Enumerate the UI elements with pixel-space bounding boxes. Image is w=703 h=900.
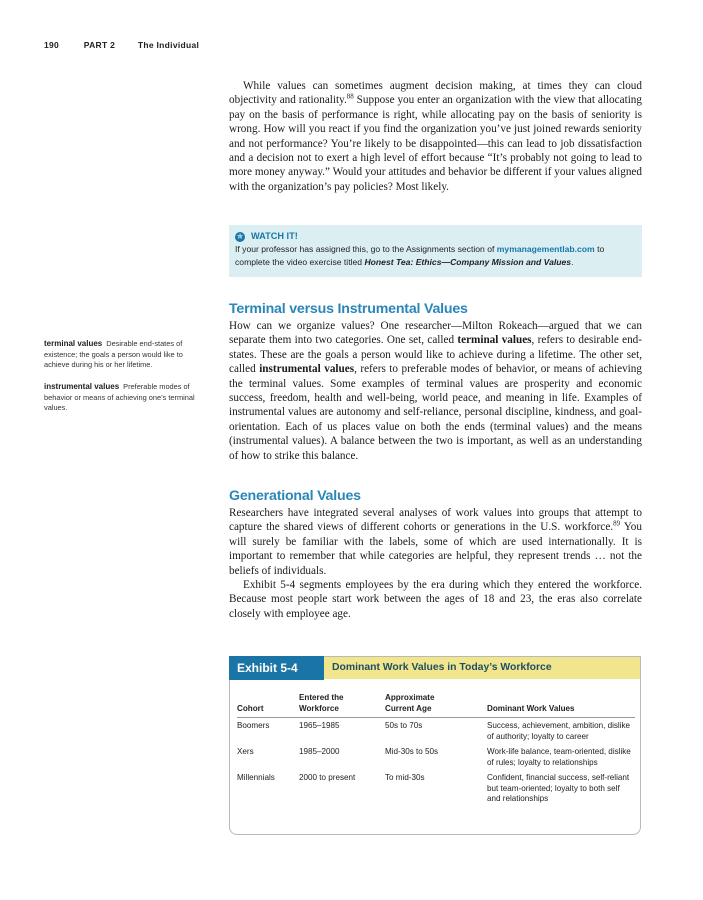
star-icon: ✯ (236, 231, 244, 241)
watch-it-label: WATCH IT! (251, 231, 298, 241)
term-terminal-values: terminal values (457, 334, 532, 347)
intro-paragraph (229, 79, 642, 194)
part-title: The Individual (137, 40, 200, 50)
col-age: Approximate Current Age (385, 693, 435, 713)
intro-text-a: While values can sometimes augment decision making, at times they can cloud objectivity and rationality. (229, 80, 642, 107)
margin-term: terminal values (44, 339, 103, 348)
heading-generational-values: Generational Values (229, 488, 361, 504)
s2-text-a: Researchers have integrated several analyses of work values into groups that attempt to capture the shared views of different cohorts or generations in the U.S. workforce. (229, 507, 642, 534)
cell-age: 50s to 70s (385, 721, 423, 730)
col-cohort: Cohort (237, 703, 264, 713)
video-title: Honest Tea: Ethics—Company Mission and Values (364, 257, 572, 267)
footnote-ref-89: 89 (613, 519, 621, 528)
margin-note-instrumental-values (44, 382, 210, 414)
running-head (44, 40, 199, 50)
table-row (237, 770, 635, 807)
exhibit-title: Dominant Work Values in Today’s Workforce (332, 662, 552, 673)
col-values: Dominant Work Values (487, 703, 575, 713)
table-row (237, 744, 635, 770)
cell-age: Mid-30s to 50s (385, 747, 439, 756)
col-entered: Entered the Workforce (299, 693, 344, 713)
section-generational-values (229, 488, 642, 621)
watch-text-1: If your professor has assigned this, go to the Assignments section of (235, 244, 497, 254)
cell-entered: 1965–1985 (299, 721, 340, 730)
cell-entered: 2000 to present (299, 773, 356, 782)
term-instrumental-values: instrumental values (259, 363, 355, 376)
s1-text-b: , refers to desirable end-states. These are the goals a person would like to achieve during a lifetime. The other set, called (229, 334, 642, 376)
heading-terminal-instrumental: Terminal versus Instrumental Values (229, 301, 468, 317)
margin-note-terminal-values (44, 339, 210, 371)
exhibit-label: Exhibit 5-4 (229, 656, 324, 680)
margin-definition: Preferable modes of behavior or means of achieving one’s terminal values. (44, 382, 195, 412)
part-label: PART 2 (83, 40, 116, 50)
cell-cohort: Boomers (237, 721, 270, 730)
exhibit-5-4 (229, 656, 641, 835)
watch-text-2: to complete the video exercise titled (235, 244, 605, 267)
watch-it-box (229, 225, 642, 277)
page-number: 190 (44, 40, 60, 50)
cell-values: Confident, financial success, self-reliant but team-oriented; loyalty to both self and relationships (487, 773, 630, 803)
table-header-row (237, 693, 635, 718)
margin-definition: Desirable end-states of existence; the goals a person would like to achieve during his or her lifetime. (44, 339, 183, 369)
terminal-instrumental-paragraph (229, 319, 642, 463)
cell-values: Work-life balance, team-oriented, dislike of rules; loyalty to relationships (487, 747, 631, 767)
generational-paragraph-2: Exhibit 5-4 segments employees by the era during which they entered the workforce. Because most people start work between the ages of 18 and 23, the eras also correlate closely with employee age. (229, 579, 642, 620)
section-terminal-instrumental (229, 301, 642, 463)
intro-block (229, 79, 642, 194)
cell-entered: 1985–2000 (299, 747, 340, 756)
s1-text-c: , refers to preferable modes of behavior, or means of achieving the terminal values. Some examples of terminal values are prosperity and economic success, freedom, health and well-being, world peace, and meaning in life. Examples of instrumental values are autonomy and self-reliance, personal discipline, kindness, and goal-orientation. Each of us places value on both the ends (terminal values) and the means (instrumental values). A balance between the two is important, as well as an understanding of how to strike this balance. (229, 363, 642, 462)
intro-text-b: Suppose you enter an organization with the view that allocating pay on the basis of performance is right, while allocating pay on the basis of seniority is wrong. How will you react if you find the organization you’ve just joined rewards seniority and not performance? You’re likely to be disappointed—this can lead to job dissatisfaction and a decision not to exert a high level of effort because “It’s probably not going to lead to more money anyway.” Would your attitudes and behavior be different if your values aligned with the organization’s pay policies? Most likely. (229, 94, 642, 193)
footnote-ref-88: 88 (346, 92, 354, 101)
watch-it-title (235, 230, 636, 243)
margin-term: instrumental values (44, 382, 120, 391)
cell-cohort: Xers (237, 747, 254, 756)
cell-cohort: Millennials (237, 773, 275, 782)
watch-text-end: . (571, 257, 574, 267)
table-row (237, 718, 635, 745)
generational-paragraph-1 (229, 506, 642, 578)
mymanagementlab-link[interactable]: mymanagementlab.com (496, 244, 595, 254)
cell-age: To mid-30s (385, 773, 425, 782)
cell-values: Success, achievement, ambition, dislike of authority; loyalty to career (487, 721, 631, 741)
watch-it-text (235, 243, 636, 269)
s1-text-a: How can we organize values? One researcher—Milton Rokeach—argued that we can separate them into two categories. One set, called (229, 320, 642, 347)
s2-text-b: You will surely be familiar with the labels, some of which are used internationally. It is important to remember that while categories are helpful, they represent trends … not the beliefs of individuals. (229, 521, 642, 577)
work-values-table (237, 693, 635, 807)
